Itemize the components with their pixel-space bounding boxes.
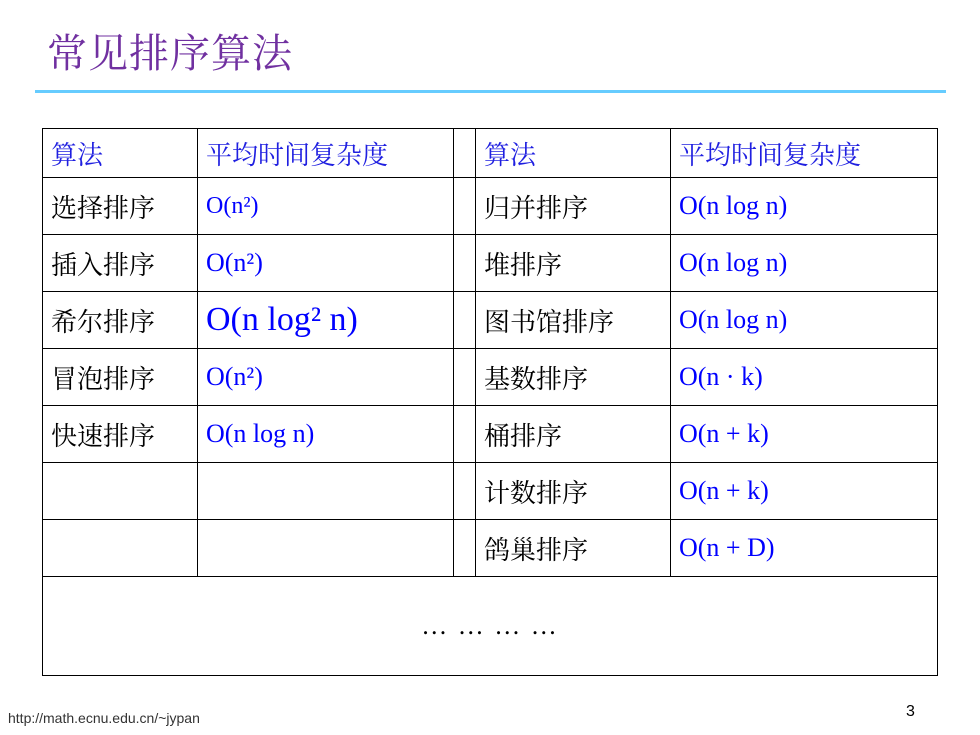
title-divider (35, 90, 946, 93)
header-complexity-left: 平均时间复杂度 (198, 129, 454, 178)
algorithm-name: 堆排序 (476, 235, 671, 292)
column-gap (454, 349, 476, 406)
slide-title: 常见排序算法 (47, 31, 293, 77)
algorithm-name: 基数排序 (476, 349, 671, 406)
algorithm-name: 归并排序 (476, 178, 671, 235)
table-row (43, 292, 938, 349)
algorithm-complexity (198, 520, 454, 577)
table-row (43, 349, 938, 406)
algorithm-name: 快速排序 (43, 406, 198, 463)
table-row (43, 235, 938, 292)
table-header-row (43, 129, 938, 178)
algorithm-complexity: O(n²) (198, 235, 454, 292)
header-algorithm-right: 算法 (476, 129, 671, 178)
algorithm-name: 冒泡排序 (43, 349, 198, 406)
column-gap (454, 520, 476, 577)
algorithm-complexity: O(n log² n) (198, 292, 454, 349)
algorithm-complexity: O(n log n) (671, 235, 938, 292)
algorithm-name: 图书馆排序 (476, 292, 671, 349)
algorithm-complexity: O(n log n) (671, 292, 938, 349)
algorithm-complexity: O(n log n) (198, 406, 454, 463)
algorithm-complexity: O(n · k) (671, 349, 938, 406)
table-row (43, 178, 938, 235)
sorting-algorithms-table (42, 128, 938, 676)
algorithm-complexity: O(n + k) (671, 406, 938, 463)
algorithm-name: 插入排序 (43, 235, 198, 292)
algorithm-name (43, 463, 198, 520)
algorithm-name: 计数排序 (476, 463, 671, 520)
footer-url: http://math.ecnu.edu.cn/~jypan (8, 710, 200, 726)
algorithm-complexity: O(n²) (198, 349, 454, 406)
table-row (43, 520, 938, 577)
table-row (43, 406, 938, 463)
column-gap (454, 235, 476, 292)
algorithm-name: 鸽巢排序 (476, 520, 671, 577)
column-gap (454, 292, 476, 349)
algorithm-complexity: O(n + k) (671, 463, 938, 520)
algorithm-complexity (198, 463, 454, 520)
ellipsis-row (43, 577, 938, 676)
algorithm-name (43, 520, 198, 577)
table-row (43, 463, 938, 520)
header-algorithm-left: 算法 (43, 129, 198, 178)
column-gap (454, 406, 476, 463)
algorithm-complexity: O(n²) (198, 178, 454, 235)
page-number: 3 (906, 703, 915, 720)
algorithm-name: 希尔排序 (43, 292, 198, 349)
algorithm-name: 选择排序 (43, 178, 198, 235)
header-complexity-right: 平均时间复杂度 (671, 129, 938, 178)
ellipsis-text: … … … … (43, 577, 938, 676)
algorithm-name: 桶排序 (476, 406, 671, 463)
column-gap (454, 178, 476, 235)
algorithm-complexity: O(n log n) (671, 178, 938, 235)
column-gap (454, 463, 476, 520)
column-gap (454, 129, 476, 178)
algorithm-complexity: O(n + D) (671, 520, 938, 577)
